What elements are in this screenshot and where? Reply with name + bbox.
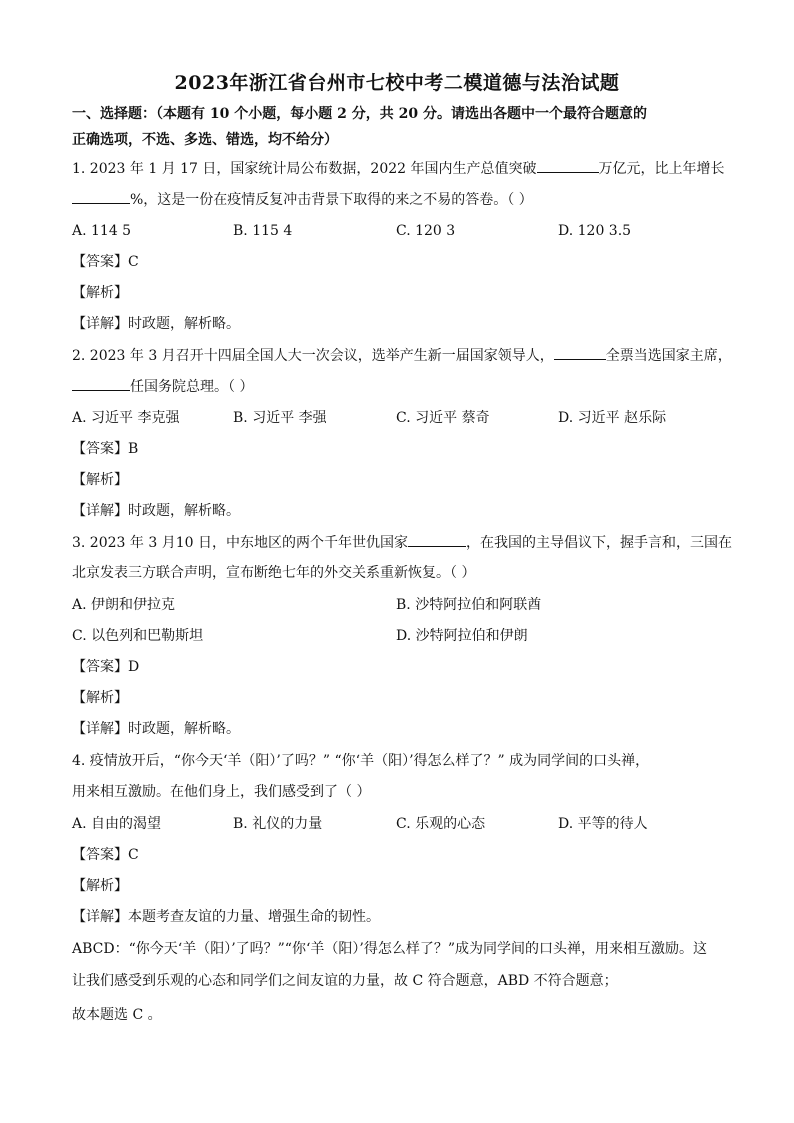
q3-stem-part-a: 3. 2023 年 3 月10 日，中东地区的两个千年世仇国家 — [72, 535, 408, 551]
q1-answer — [72, 252, 139, 272]
q2-stem-line-2 — [72, 376, 253, 397]
q3-detail-text: 时政题，解析略。 — [128, 721, 240, 737]
answer-label: 【答案】 — [72, 659, 128, 675]
q2-detail — [72, 501, 240, 521]
q4-stem-line-2: 用来相互激励。在他们身上，我们感受到了（ ） — [72, 784, 371, 800]
q1-option-b: B. 115 4 — [233, 223, 293, 239]
section-heading-line-2: 正确选项，不选、多选、错选，均不给分） — [72, 132, 338, 148]
q2-option-c: C. 习近平 蔡奇 — [396, 410, 490, 426]
q1-answer-value: C — [128, 254, 139, 270]
q3-stem-line-1 — [72, 532, 732, 553]
q1-stem-part-a: 1. 2023 年 1 月 17 日，国家统计局公布数据，2022 年国内生产总值突破 — [72, 161, 537, 177]
q2-blank-2 — [72, 376, 130, 391]
q1-stem-part-b: 万亿元，比上年增长 — [598, 161, 725, 177]
q3-option-c: C. 以色列和巴勒斯坦 — [72, 628, 204, 644]
q2-answer — [72, 439, 138, 459]
q2-option-a: A. 习近平 李克强 — [72, 410, 180, 426]
q1-blank-1 — [537, 158, 599, 173]
q2-answer-value: B — [128, 441, 139, 457]
detail-label: 【详解】 — [72, 503, 128, 519]
q2-stem-part-a: 2. 2023 年 3 月召开十四届全国人大一次会议，选举产生新一届国家领导人， — [72, 348, 554, 364]
q2-option-d: D. 习近平 赵乐际 — [558, 410, 667, 426]
detail-label: 【详解】 — [72, 316, 128, 332]
q1-stem-line-1 — [72, 158, 725, 179]
q3-detail — [72, 719, 240, 739]
q3-analysis-label: 【解析】 — [72, 690, 128, 706]
answer-label: 【答案】 — [72, 254, 128, 270]
q4-stem-line-1: 4. 疫情放开后，“你今天‘羊（阳）’了吗？” “你‘羊（阳）’得怎么样了？” 成为同学间的口头禅， — [72, 753, 650, 769]
q2-blank-1 — [554, 345, 606, 360]
q4-option-b: B. 礼仪的力量 — [233, 816, 323, 832]
q4-explanation-line-1: ABCD：“你今天‘羊（阳）’了吗？”“你‘羊（阳）’得怎么样了？”成为同学间的口头禅，用来相互激励。这 — [72, 941, 708, 957]
q4-option-d: D. 平等的待人 — [558, 816, 648, 832]
q3-answer-value: D — [128, 659, 140, 675]
q4-explanation-line-2: 让我们感受到乐观的心态和同学们之间友谊的力量，故 C 符合题意，ABD 不符合题意； — [72, 973, 618, 989]
q4-analysis-label: 【解析】 — [72, 878, 128, 894]
q4-conclusion: 故本题选 C 。 — [72, 1007, 162, 1023]
q3-answer — [72, 657, 139, 677]
q1-stem-part-c: %，这是一份在疫情反复冲击背景下取得的来之不易的答卷。（ ） — [130, 192, 533, 208]
q4-option-a: A. 自由的渴望 — [72, 816, 162, 832]
q2-stem-line-1 — [72, 345, 732, 366]
q4-answer — [72, 845, 139, 865]
q2-stem-part-c: 任国务院总理。（ ） — [130, 379, 254, 395]
q4-answer-value: C — [128, 847, 139, 863]
q3-option-d: D. 沙特阿拉伯和伊朗 — [396, 628, 528, 644]
q3-option-b: B. 沙特阿拉伯和阿联酋 — [396, 597, 542, 613]
q4-detail — [72, 907, 380, 927]
q1-option-d: D. 120 3.5 — [558, 223, 632, 239]
q3-stem-part-b: ，在我国的主导倡议下，握手言和，三国在 — [465, 535, 732, 551]
document-title: 2023年浙江省台州市七校中考二模道德与法治试题 — [174, 72, 620, 94]
q1-stem-line-2 — [72, 189, 533, 210]
q2-stem-part-b: 全票当选国家主席， — [605, 348, 732, 364]
q2-detail-text: 时政题，解析略。 — [128, 503, 240, 519]
q1-detail — [72, 314, 240, 334]
q1-detail-text: 时政题，解析略。 — [128, 316, 240, 332]
answer-label: 【答案】 — [72, 441, 128, 457]
q2-option-b: B. 习近平 李强 — [233, 410, 327, 426]
detail-label: 【详解】 — [72, 721, 128, 737]
q3-option-a: A. 伊朗和伊拉克 — [72, 597, 176, 613]
q4-detail-text: 本题考查友谊的力量、增强生命的韧性。 — [128, 909, 380, 925]
q1-blank-2 — [72, 189, 130, 204]
q1-option-c: C. 120 3 — [396, 223, 456, 239]
q3-blank-1 — [408, 532, 466, 547]
q4-option-c: C. 乐观的心态 — [396, 816, 486, 832]
q1-analysis-label: 【解析】 — [72, 285, 128, 301]
detail-label: 【详解】 — [72, 909, 128, 925]
q3-stem-line-2: 北京发表三方联合声明，宣布断绝七年的外交关系重新恢复。（ ） — [72, 565, 476, 581]
q1-option-a: A. 114 5 — [72, 223, 132, 239]
section-heading-line-1: 一、选择题：（本题有 10 个小题，每小题 2 分，共 20 分。请选出各题中一个最符合题意的 — [72, 106, 647, 122]
q2-analysis-label: 【解析】 — [72, 472, 128, 488]
answer-label: 【答案】 — [72, 847, 128, 863]
